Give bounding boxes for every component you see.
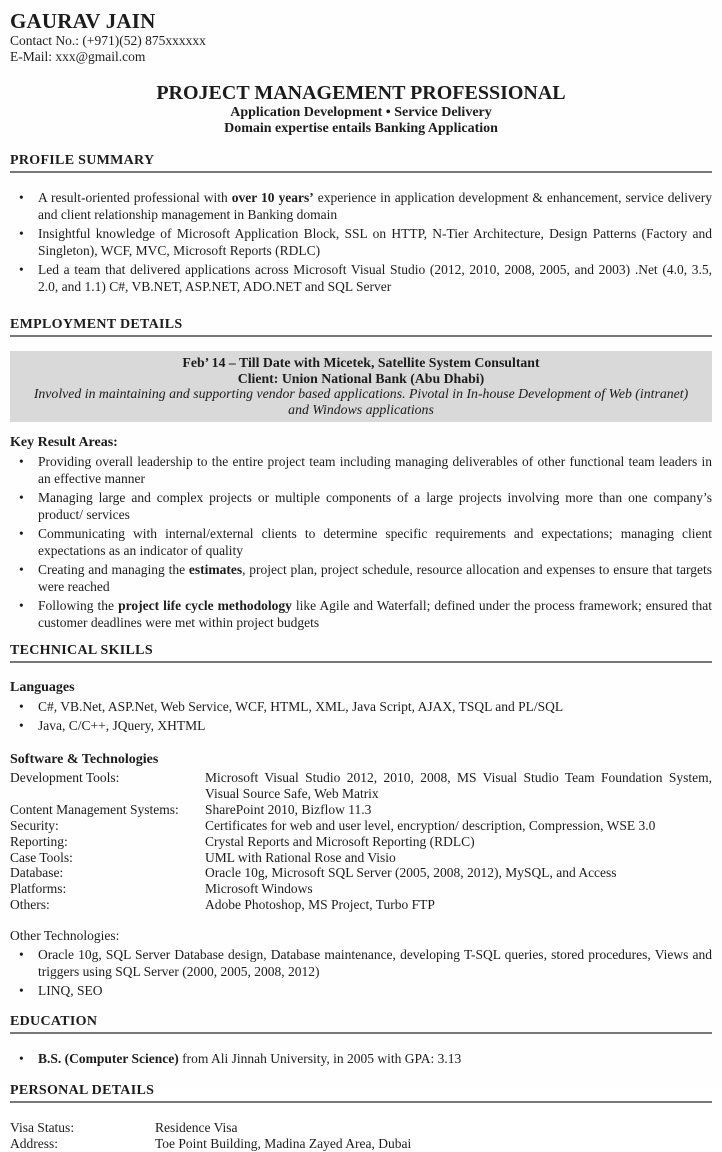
bullet-item: • Following the project life cycle methodology like Agile and Waterfall; defined under the process framework; ensured that customer deadlines were met within project budgets [10, 598, 712, 632]
table-row [10, 802, 712, 818]
section-education [10, 1014, 712, 1068]
profile-summary-heading: PROFILE SUMMARY [10, 153, 712, 173]
table-row [10, 818, 712, 834]
key-result-areas-heading: Key Result Areas: [10, 434, 118, 450]
bullet-item: • Managing large and complex projects or multiple components of a large projects involving more than one company’s product/ services [10, 490, 712, 524]
resume-subtitle-1: Application Development • Service Delivery [230, 105, 492, 120]
table-row [10, 881, 712, 897]
education-list [10, 1051, 712, 1068]
software-technologies-table [10, 770, 712, 913]
row-label: Case Tools: [10, 849, 73, 865]
personal-details-heading: PERSONAL DETAILS [10, 1083, 712, 1103]
table-row [10, 865, 712, 881]
section-personal-details [10, 1083, 712, 1152]
table-row [10, 1120, 712, 1136]
bullet-item: • Creating and managing the estimates, project plan, project schedule, resource allocation and expenses to ensure that targets were reached [10, 562, 712, 596]
row-value: Oracle 10g, Microsoft SQL Server (2005, 2008, 2012), MySQL, and Access [205, 865, 617, 881]
row-value: Adobe Photoshop, MS Project, Turbo FTP [205, 897, 435, 913]
key-result-areas-list [10, 454, 712, 632]
row-value: UML with Rational Rose and Visio [205, 849, 396, 865]
row-label: Platforms: [10, 881, 67, 897]
email-address: E-Mail: xxx@gmail.com [10, 48, 146, 64]
row-label: Reporting: [10, 833, 68, 849]
row-value: Microsoft Visual Studio 2012, 2010, 2008, MS Visual Studio Team Foundation System, Visual Source Safe, Web Matrix [205, 770, 712, 801]
row-label: Security: [10, 817, 59, 833]
person-name: GAURAV JAIN [10, 9, 156, 33]
bullet-item: • Oracle 10g, SQL Server Database design, Database maintenance, developing T-SQL queries, stored procedures, Views and triggers using SQL Server (2000, 2005, 2008, 2012) [10, 947, 712, 981]
technical-skills-heading: TECHNICAL SKILLS [10, 643, 712, 663]
profile-summary-list [10, 190, 712, 296]
job-client-line: Client: Union National Bank (Abu Dhabi) [237, 370, 485, 386]
languages-heading: Languages [10, 679, 75, 695]
software-technologies-heading: Software & Technologies [10, 752, 159, 768]
personal-details-table [10, 1120, 712, 1152]
section-employment-details [10, 317, 712, 632]
contact-number: Contact No.: (+971)(52) 875xxxxxx [10, 33, 206, 48]
row-label: Database: [10, 865, 64, 881]
resume-subtitle-2: Domain expertise entails Banking Application [224, 121, 498, 136]
row-value: Toe Point Building, Madina Zayed Area, Dubai [155, 1135, 412, 1151]
table-row [10, 834, 712, 850]
bullet-item: • Insightful knowledge of Microsoft Application Block, SSL on HTTP, N-Tier Architecture, Design Patterns (Factory and Singleton), WCF, MVC, Microsoft Reports (RDLC) [10, 226, 712, 260]
section-profile-summary [10, 153, 712, 296]
bullet-item: • LINQ, SEO [10, 983, 712, 1000]
table-row [10, 1136, 712, 1152]
row-label: Development Tools: [10, 770, 120, 786]
header-block [10, 9, 712, 64]
title-block [10, 81, 712, 137]
other-technologies-heading: Other Technologies: [10, 928, 120, 944]
bullet-item: • Java, C/C++, JQuery, XHTML [10, 718, 712, 735]
table-row [10, 770, 712, 802]
row-label: Content Management Systems: [10, 801, 179, 817]
bullet-item: • Providing overall leadership to the entire project team including managing deliverables of other functional team leaders in an effective manner [10, 454, 712, 488]
other-technologies-list [10, 947, 712, 1000]
bullet-item: • Communicating with internal/external clients to determine specific requirements and expectations; managing client expectations as an indicator of quality [10, 526, 712, 560]
row-value: Crystal Reports and Microsoft Reporting (RDLC) [205, 833, 475, 849]
job-period-line: Feb’ 14 – Till Date with Micetek, Satellite System Consultant [182, 354, 540, 370]
table-row [10, 897, 712, 913]
row-value: Certificates for web and user level, encryption/ description, Compression, WSE 3.0 [205, 817, 656, 833]
row-value: SharePoint 2010, Bizflow 11.3 [205, 801, 372, 817]
bullet-item: • Led a team that delivered applications across Microsoft Visual Studio (2012, 2010, 2008, 2005, and 2003) .Net (4.0, 3.5, 2.0, and 1.1) C#, VB.NET, ASP.NET, ADO.NET and SQL Server [10, 262, 712, 296]
row-label: Others: [10, 897, 50, 913]
job-description-line: Involved in maintaining and supporting vendor based applications. Pivotal in In-house Development of Web (intranet) and Windows applications [33, 386, 689, 418]
resume-title: PROJECT MANAGEMENT PROFESSIONAL [156, 82, 566, 104]
table-row [10, 850, 712, 866]
row-value: Residence Visa [155, 1119, 238, 1135]
bullet-item: • A result-oriented professional with over 10 years’ experience in application development & enhancement, service delivery and client relationship management in Banking domain [10, 190, 712, 224]
languages-list [10, 699, 712, 735]
education-heading: EDUCATION [10, 1014, 712, 1034]
row-value: Microsoft Windows [205, 881, 313, 897]
row-label: Visa Status: [10, 1119, 75, 1135]
bullet-item: • B.S. (Computer Science) from Ali Jinnah University, in 2005 with GPA: 3.13 [10, 1051, 712, 1068]
bullet-item: • C#, VB.Net, ASP.Net, Web Service, WCF, HTML, XML, Java Script, AJAX, TSQL and PL/SQL [10, 699, 712, 716]
job-summary-box [10, 351, 712, 422]
employment-details-heading: EMPLOYMENT DETAILS [10, 317, 712, 337]
section-technical-skills [10, 643, 712, 1000]
row-label: Address: [10, 1135, 58, 1151]
